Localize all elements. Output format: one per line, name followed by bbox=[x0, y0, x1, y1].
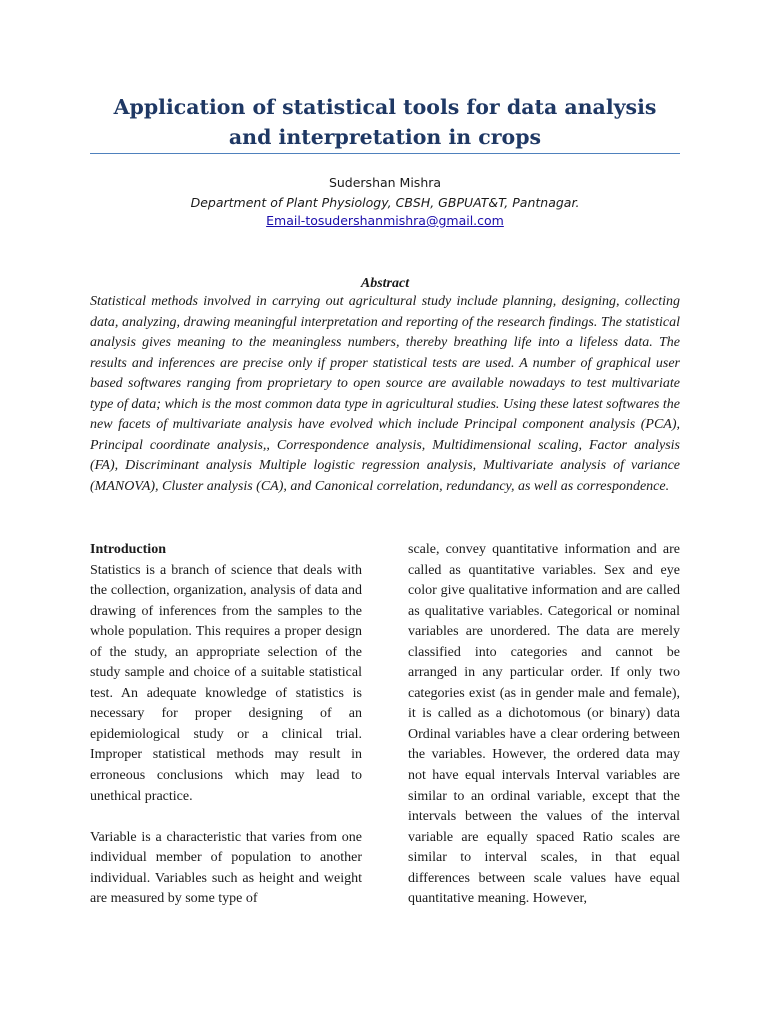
abstract-text: Statistical methods involved in carrying out agricultural study include planning, designing, collecting data, analyzing, drawing meaningful interpretation and reporting of the research findings. The statistical analysis gives meaning to the meaningless numbers, thereby breathing life into a lifeless data. The results and inferences are precise only if proper statistical tests are used. A number of graphical user based softwares ranging from proprietary to open source are available nowadays to test multivariate type of data; which is the most common data type in agricultural studies. Using these latest softwares the new facets of multivariate analysis have evolved which include Principal component analysis (PCA), Principal coordinate analysis,, Correspondence analysis, Multidimensional scaling, Factor analysis (FA), Discriminant analysis Multiple logistic regression analysis, Multivariate analysis of variance (MANOVA), Cluster analysis (CA), and Canonical correlation, redundancy, as well as correspondence. bbox=[90, 294, 680, 494]
left-column bbox=[90, 540, 362, 910]
title-divider bbox=[90, 153, 680, 154]
paper-title: Application of statistical tools for data analysis and interpretation in crops bbox=[113, 95, 657, 149]
author-affiliation: Department of Plant Physiology, CBSH, GBPUAT&T, Pantnagar. bbox=[190, 195, 580, 210]
author-name: Sudershan Mishra bbox=[328, 175, 442, 190]
author-email-link[interactable]: Email-tosudershanmishra@gmail.com bbox=[266, 213, 504, 228]
introduction-heading: Introduction bbox=[90, 542, 166, 557]
introduction-paragraph-2: Variable is a characteristic that varies from one individual member of population to another individual. Variables such as height and weight are measured by some type of bbox=[90, 829, 362, 907]
introduction-paragraph-1: Statistics is a branch of science that deals with the collection, organization, analysis of data and drawing of inferences from the samples to the whole population. This requires a proper design of the study, an appropriate selection of the study sample and choice of a suitable statistical test. An adequate knowledge of statistics is necessary for proper designing of an epidemiological study or a clinical trial. Improper statistical methods may result in erroneous conclusions which may lead to unethical practice. bbox=[90, 562, 362, 804]
paragraph-spacer bbox=[90, 807, 362, 828]
author-email-line bbox=[90, 212, 680, 230]
abstract-heading: Abstract bbox=[360, 276, 410, 291]
right-column bbox=[408, 540, 680, 910]
introduction-paragraph-3: scale, convey quantitative information and are called as quantitative variables. Sex and eye color give qualitative information and are called as qualitative variables. Categorical or nominal variables are unordered. The data are merely classified into categories and cannot be arranged in any particular order. If only two categories exist (as in gender male and female), it is called as a dichotomous (or binary) data Ordinal variables have a clear ordering between the variables. However, the ordered data may not have equal intervals Interval variables are similar to an ordinal variable, except that the intervals between the values of the interval variable are equally spaced Ratio scales are similar to interval scales, in that equal differences between scale values have equal quantitative meaning. However, bbox=[408, 542, 680, 907]
